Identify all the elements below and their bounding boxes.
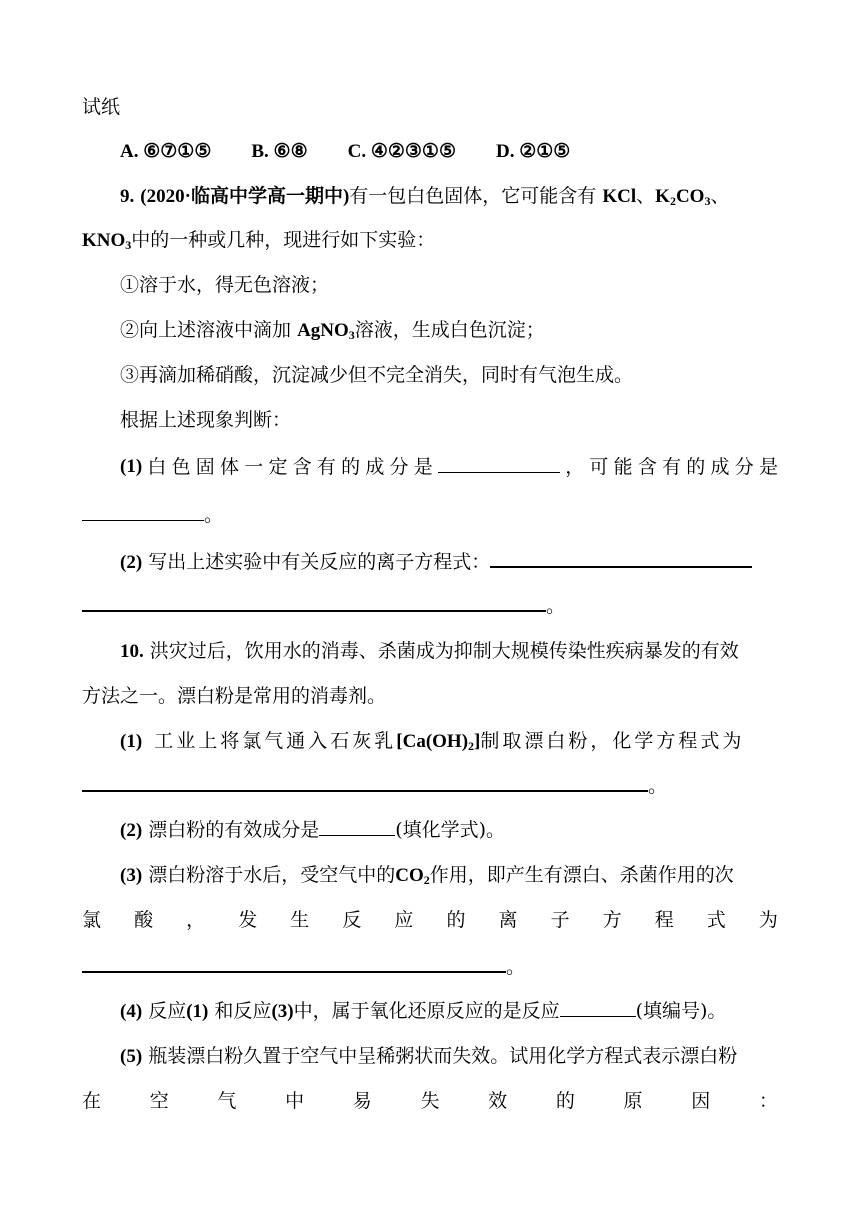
q9-stem-line2 xyxy=(82,225,435,256)
answer-blank[interactable] xyxy=(560,996,636,1017)
answer-blank[interactable] xyxy=(319,815,395,836)
answer-blank[interactable] xyxy=(82,770,648,792)
q10-part3-line1: (3) 漂白粉溶于水后，受空气中的$CO_2$作用，即产生有漂白、杀菌作用的次 xyxy=(120,864,734,887)
option-a: A. ⑥⑦①⑤ xyxy=(120,141,212,162)
q9-step2: ②向上述溶液中滴加 AgNO$_3$溶液，生成白色沉淀； xyxy=(120,319,545,342)
q9-judge: 根据上述现象判断： xyxy=(120,409,292,431)
formula-co2: $CO_2$ xyxy=(395,865,430,887)
q10-stem-line1: 10. 洪灾过后，饮用水的消毒、杀菌成为抑制大规模传染性疾病暴发的有效 xyxy=(120,640,739,662)
q9-step3: ③再滴加稀硝酸，沉淀减少但不完全消失，同时有气泡生成。 xyxy=(120,364,634,386)
q10-part5-line2: 在 空 气 中 易 失 效 的 原 因 ： xyxy=(82,1090,778,1112)
q9-stem-a: 有一包白色固体，它可能含有 xyxy=(349,185,597,207)
q9-part2-line2: 。 xyxy=(82,590,565,621)
answer-blank[interactable] xyxy=(490,546,752,568)
top-fragment: 试纸 xyxy=(82,96,121,118)
q9-source-year: (2020·临高中学高一期中) xyxy=(140,186,350,207)
q10-part2: (2) 漂白粉的有效成分是 (填化学式)。 xyxy=(120,815,505,846)
formula-agno3: AgNO$_3$ xyxy=(297,320,355,342)
q10-part3-line2: 氯 酸 ， 发 生 反 应 的 离 子 方 程 式 为 xyxy=(82,909,778,931)
q9-part1-line2: 。 xyxy=(82,500,223,530)
q9-step1: ①溶于水，得无色溶液； xyxy=(120,274,330,296)
q10-stem-line2: 方法之一。漂白粉是常用的消毒剂。 xyxy=(82,685,387,707)
separator: 、 xyxy=(710,185,730,207)
q9-part2-line1: (2) 写出上述实验中有关反应的离子方程式： xyxy=(120,546,752,578)
answer-blank[interactable] xyxy=(438,452,560,473)
formula-kcl: KCl xyxy=(602,186,637,207)
q10-number: 10. xyxy=(120,641,144,662)
part-number: (2) xyxy=(120,552,143,573)
q9-stem-line1 xyxy=(120,181,729,212)
option-d: D. ②①⑤ xyxy=(496,141,571,162)
option-c: C. ④②③①⑤ xyxy=(347,141,456,162)
q10-part1-line1: (1) 工业上将氯气通入石灰乳$[Ca(OH)_2]$制取漂白粉，化学方程式为 xyxy=(120,730,745,753)
answer-blank[interactable] xyxy=(82,590,546,612)
formula-caoh2: $[Ca(OH)_2]$ xyxy=(396,731,481,753)
option-b: B. ⑥⑧ xyxy=(251,141,308,162)
answer-blank[interactable] xyxy=(82,500,204,521)
formula-k2co3: $K_2CO_3$ xyxy=(655,186,711,208)
q10-part4: (4) 反应(1) 和反应(3)中，属于氧化还原反应的是反应 (填编号)。 xyxy=(120,996,726,1027)
q10-part1-line2: 。 xyxy=(82,770,667,801)
formula-kno3: $KNO_3$ xyxy=(82,230,132,252)
separator: 、 xyxy=(636,185,656,207)
part-number: (1) xyxy=(120,456,143,477)
q10-part3-line3: 。 xyxy=(82,951,525,982)
q9-number: 9. xyxy=(120,186,135,207)
q8-options xyxy=(120,136,610,167)
q10-part5-line1: (5) 瓶装漂白粉久置于空气中呈稀粥状而失效。试用化学方程式表示漂白粉 xyxy=(120,1045,738,1067)
q9-stem-b: 中的一种或几种，现进行如下实验： xyxy=(131,229,436,251)
q9-part1-line1: (1) 白 色 固 体 一 定 含 有 的 成 分 是 ， 可 能 含 有 的 成 分 是 xyxy=(120,452,778,482)
answer-blank[interactable] xyxy=(82,951,506,973)
